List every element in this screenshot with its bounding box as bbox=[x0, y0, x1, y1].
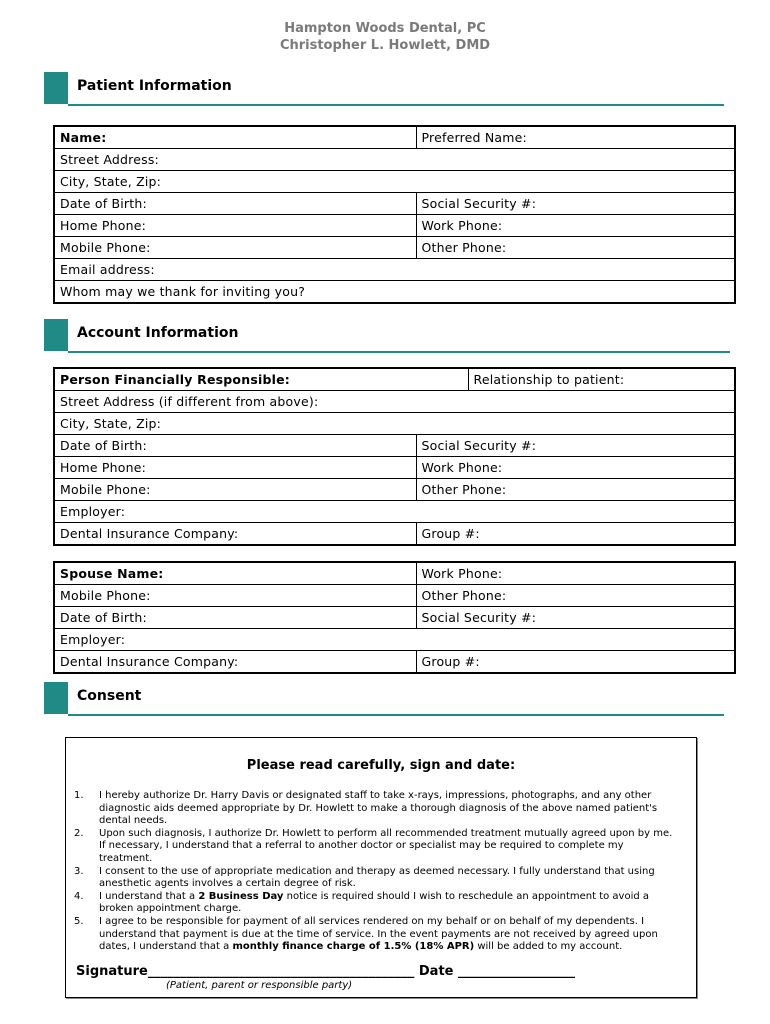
table-row bbox=[54, 281, 735, 304]
social-security-field[interactable]: Social Security #: bbox=[416, 193, 735, 215]
table-row bbox=[54, 457, 735, 479]
form-header bbox=[0, 20, 770, 54]
consent-item-number: 1. bbox=[74, 790, 84, 801]
consent-item-number: 3. bbox=[74, 865, 84, 877]
consent-list bbox=[74, 790, 679, 954]
table-row bbox=[54, 585, 735, 607]
practice-name: Hampton Woods Dental, PC bbox=[284, 21, 486, 36]
signature-caption: (Patient, parent or responsible party) bbox=[166, 980, 353, 991]
table-row bbox=[54, 368, 735, 391]
account-other-phone-field[interactable]: Other Phone: bbox=[416, 479, 735, 501]
account-info-table bbox=[53, 367, 736, 546]
section-rule bbox=[68, 351, 730, 353]
table-row bbox=[54, 193, 735, 215]
relationship-field[interactable]: Relationship to patient: bbox=[468, 368, 735, 391]
consent-item bbox=[74, 866, 679, 891]
table-row bbox=[54, 237, 735, 259]
account-dob-field[interactable]: Date of Birth: bbox=[54, 435, 416, 457]
spouse-mobile-phone-field[interactable]: Mobile Phone: bbox=[54, 585, 416, 607]
table-row bbox=[54, 523, 735, 546]
responsible-party-field[interactable]: Person Financially Responsible: bbox=[54, 368, 468, 391]
spouse-dob-field[interactable]: Date of Birth: bbox=[54, 607, 416, 629]
table-row bbox=[54, 126, 735, 149]
consent-item-text-end: will be added to my account. bbox=[474, 941, 623, 953]
account-ssn-field[interactable]: Social Security #: bbox=[416, 435, 735, 457]
mobile-phone-field[interactable]: Mobile Phone: bbox=[54, 237, 416, 259]
consent-item bbox=[74, 828, 679, 866]
table-row bbox=[54, 479, 735, 501]
consent-item-text: I agree to be responsible for payment of all services rendered on my behalf or on behalf of my dependents. I understand that payment is due at the time of service. In the event payments are not received by agreed upon dates, I understand that a bbox=[99, 915, 658, 953]
preferred-name-field[interactable]: Preferred Name: bbox=[416, 126, 735, 149]
consent-item-text: I understand that a bbox=[99, 890, 199, 902]
spouse-info-table bbox=[53, 561, 736, 674]
table-row bbox=[54, 259, 735, 281]
consent-item bbox=[74, 790, 679, 828]
consent-item-text: I consent to the use of appropriate medication and therapy as deemed necessary. I fully understand that using anesthetic agents involves a certain degree of risk. bbox=[99, 865, 655, 890]
consent-item-text: Upon such diagnosis, I authorize Dr. Howlett to perform all recommended treatment mutually agreed upon by me. If necessary, I understand that a referral to another doctor or specialist may be required to complete my treatment. bbox=[99, 827, 673, 864]
account-work-phone-field[interactable]: Work Phone: bbox=[416, 457, 735, 479]
consent-item-number: 2. bbox=[74, 827, 84, 839]
table-row bbox=[54, 651, 735, 674]
section-marker bbox=[44, 72, 68, 104]
section-title: Account Information bbox=[77, 325, 239, 341]
doctor-name: Christopher L. Howlett, DMD bbox=[279, 38, 491, 53]
spouse-insurance-field[interactable]: Dental Insurance Company: bbox=[54, 651, 416, 674]
table-row bbox=[54, 215, 735, 237]
consent-item bbox=[74, 891, 679, 916]
spouse-group-field[interactable]: Group #: bbox=[416, 651, 735, 674]
account-insurance-field[interactable]: Dental Insurance Company: bbox=[54, 523, 416, 546]
table-row bbox=[54, 149, 735, 171]
account-home-phone-field[interactable]: Home Phone: bbox=[54, 457, 416, 479]
section-rule bbox=[68, 104, 724, 106]
section-marker bbox=[44, 319, 68, 351]
table-row bbox=[54, 562, 735, 585]
signature-date-line[interactable]: Signature_________________________________________ Date __________________ bbox=[76, 964, 575, 979]
home-phone-field[interactable]: Home Phone: bbox=[54, 215, 416, 237]
table-row bbox=[54, 171, 735, 193]
work-phone-field[interactable]: Work Phone: bbox=[416, 215, 735, 237]
table-row bbox=[54, 391, 735, 413]
table-row bbox=[54, 629, 735, 651]
account-street-field[interactable]: Street Address (if different from above): bbox=[54, 391, 735, 413]
other-phone-field[interactable]: Other Phone: bbox=[416, 237, 735, 259]
consent-box bbox=[65, 737, 697, 998]
account-group-field[interactable]: Group #: bbox=[416, 523, 735, 546]
city-state-zip-field[interactable]: City, State, Zip: bbox=[54, 171, 735, 193]
spouse-name-field[interactable]: Spouse Name: bbox=[54, 562, 416, 585]
consent-item bbox=[74, 916, 679, 954]
table-row bbox=[54, 607, 735, 629]
patient-info-table bbox=[53, 125, 736, 304]
section-marker bbox=[44, 682, 68, 714]
referral-field[interactable]: Whom may we thank for inviting you? bbox=[54, 281, 735, 304]
street-address-field[interactable]: Street Address: bbox=[54, 149, 735, 171]
consent-item-number: 5. bbox=[74, 915, 84, 927]
section-title: Consent bbox=[77, 688, 142, 704]
spouse-employer-field[interactable]: Employer: bbox=[54, 629, 735, 651]
consent-item-text: I hereby authorize Dr. Harry Davis or designated staff to take x-rays, impressions, photographs, and any other diagnostic aids deemed appropriate by Dr. Howlett to make a thorough diagnosis of the above named patient's dental needs. bbox=[99, 790, 658, 827]
date-of-birth-field[interactable]: Date of Birth: bbox=[54, 193, 416, 215]
account-employer-field[interactable]: Employer: bbox=[54, 501, 735, 523]
name-field[interactable]: Name: bbox=[54, 126, 416, 149]
account-mobile-phone-field[interactable]: Mobile Phone: bbox=[54, 479, 416, 501]
spouse-other-phone-field[interactable]: Other Phone: bbox=[416, 585, 735, 607]
spouse-work-phone-field[interactable]: Work Phone: bbox=[416, 562, 735, 585]
section-rule bbox=[68, 714, 724, 716]
consent-item-emphasis: 2 Business Day bbox=[198, 890, 284, 902]
spouse-ssn-field[interactable]: Social Security #: bbox=[416, 607, 735, 629]
account-city-field[interactable]: City, State, Zip: bbox=[54, 413, 735, 435]
consent-heading: Please read carefully, sign and date: bbox=[246, 758, 516, 773]
consent-item-number: 4. bbox=[74, 890, 84, 902]
section-title: Patient Information bbox=[77, 78, 232, 94]
consent-item-text-end: notice is required should I wish to reschedule an appointment to avoid a broken appointment charge. bbox=[99, 890, 650, 915]
table-row bbox=[54, 501, 735, 523]
table-row bbox=[54, 435, 735, 457]
email-field[interactable]: Email address: bbox=[54, 259, 735, 281]
consent-item-emphasis: monthly finance charge of 1.5% (18% APR) bbox=[232, 941, 475, 953]
table-row bbox=[54, 413, 735, 435]
